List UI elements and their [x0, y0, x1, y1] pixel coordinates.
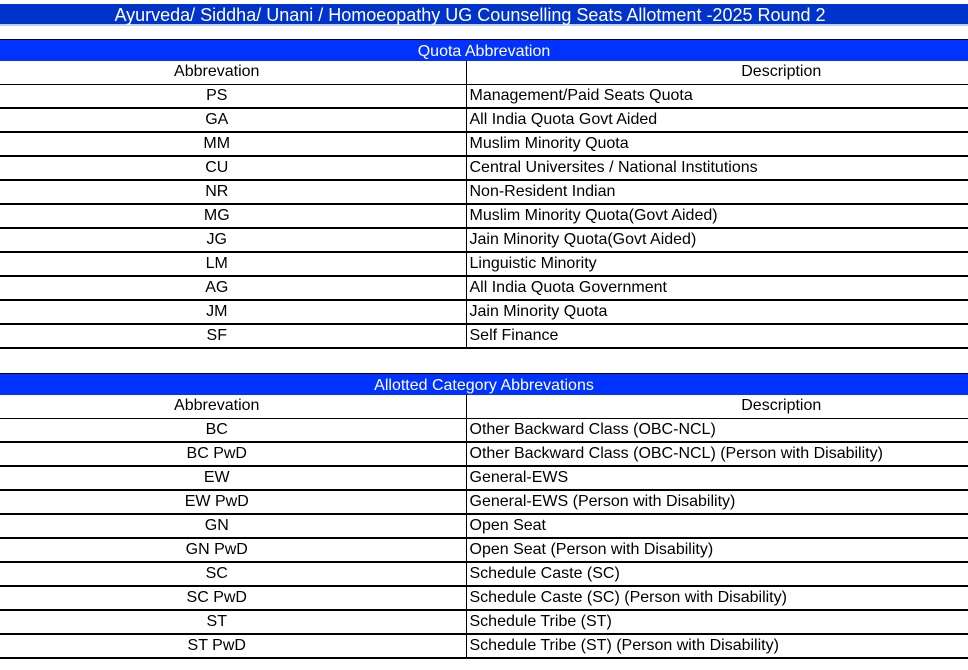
category-description-cell: Open Seat — [466, 514, 968, 538]
quota-row — [0, 84, 968, 108]
category-row — [0, 562, 968, 586]
quota-row — [0, 300, 968, 324]
quota-description-cell: Muslim Minority Quota — [466, 132, 968, 156]
category-section — [0, 373, 968, 659]
quota-description-cell: Self Finance — [466, 324, 968, 348]
category-row — [0, 586, 968, 610]
page-title-bar — [0, 4, 968, 26]
category-col-abbreviation: Abbrevation — [0, 395, 466, 418]
page-title: Ayurveda/ Siddha/ Unani / Homoeopathy UG Counselling Seats Allotment -2025 Round 2 — [114, 5, 826, 25]
quota-row — [0, 228, 968, 252]
quota-description-cell: Jain Minority Quota — [466, 300, 968, 324]
category-section-heading: Allotted Category Abbrevations — [0, 373, 968, 395]
quota-abbreviation-cell: GA — [0, 108, 466, 132]
quota-row — [0, 108, 968, 132]
category-abbreviation-cell: EW PwD — [0, 490, 466, 514]
category-abbreviation-cell: EW — [0, 466, 466, 490]
quota-description-cell: All India Quota Govt Aided — [466, 108, 968, 132]
quota-description-cell: Muslim Minority Quota(Govt Aided) — [466, 204, 968, 228]
category-abbreviation-cell: BC PwD — [0, 442, 466, 466]
quota-section — [0, 39, 968, 349]
category-description-cell: Schedule Caste (SC) — [466, 562, 968, 586]
category-row — [0, 466, 968, 490]
quota-abbreviation-cell: SF — [0, 324, 466, 348]
category-row — [0, 490, 968, 514]
category-abbreviation-cell: SC — [0, 562, 466, 586]
category-abbreviation-cell: GN — [0, 514, 466, 538]
category-col-description: Description — [466, 395, 968, 418]
quota-abbreviation-cell: JM — [0, 300, 466, 324]
quota-row — [0, 132, 968, 156]
quota-description-cell: Management/Paid Seats Quota — [466, 84, 968, 108]
quota-row — [0, 276, 968, 300]
category-row — [0, 514, 968, 538]
quota-description-cell: Non-Resident Indian — [466, 180, 968, 204]
category-abbreviation-cell: ST — [0, 610, 466, 634]
quota-row — [0, 204, 968, 228]
category-abbreviation-cell: SC PwD — [0, 586, 466, 610]
quota-description-cell: Jain Minority Quota(Govt Aided) — [466, 228, 968, 252]
category-abbreviation-cell: ST PwD — [0, 634, 466, 658]
quota-abbreviation-cell: NR — [0, 180, 466, 204]
quota-abbreviation-cell: JG — [0, 228, 466, 252]
category-row — [0, 442, 968, 466]
quota-abbreviation-cell: PS — [0, 84, 466, 108]
category-description-cell: Schedule Caste (SC) (Person with Disability) — [466, 586, 968, 610]
category-description-cell: Schedule Tribe (ST) — [466, 610, 968, 634]
quota-row — [0, 180, 968, 204]
quota-col-description: Description — [466, 61, 968, 84]
quota-table — [0, 61, 968, 349]
category-description-cell: Open Seat (Person with Disability) — [466, 538, 968, 562]
category-row — [0, 634, 968, 658]
quota-abbreviation-cell: MM — [0, 132, 466, 156]
category-abbreviation-cell: BC — [0, 418, 466, 442]
category-table — [0, 395, 968, 659]
quota-abbreviation-cell: MG — [0, 204, 466, 228]
category-description-cell: Schedule Tribe (ST) (Person with Disability) — [466, 634, 968, 658]
quota-description-cell: Linguistic Minority — [466, 252, 968, 276]
category-row — [0, 418, 968, 442]
quota-abbreviation-cell: CU — [0, 156, 466, 180]
category-description-cell: General-EWS — [466, 466, 968, 490]
quota-row — [0, 324, 968, 348]
category-description-cell: General-EWS (Person with Disability) — [466, 490, 968, 514]
category-row — [0, 610, 968, 634]
category-description-cell: Other Backward Class (OBC-NCL) — [466, 418, 968, 442]
category-table-header-row — [0, 395, 968, 418]
category-abbreviation-cell: GN PwD — [0, 538, 466, 562]
quota-description-cell: Central Universites / National Institutions — [466, 156, 968, 180]
category-table-body — [0, 418, 968, 658]
quota-table-body — [0, 84, 968, 348]
quota-row — [0, 156, 968, 180]
quota-section-heading: Quota Abbrevation — [0, 39, 968, 61]
quota-col-abbreviation: Abbrevation — [0, 61, 466, 84]
quota-abbreviation-cell: AG — [0, 276, 466, 300]
quota-row — [0, 252, 968, 276]
category-description-cell: Other Backward Class (OBC-NCL) (Person with Disability) — [466, 442, 968, 466]
quota-table-header-row — [0, 61, 968, 84]
quota-description-cell: All India Quota Government — [466, 276, 968, 300]
quota-abbreviation-cell: LM — [0, 252, 466, 276]
category-row — [0, 538, 968, 562]
